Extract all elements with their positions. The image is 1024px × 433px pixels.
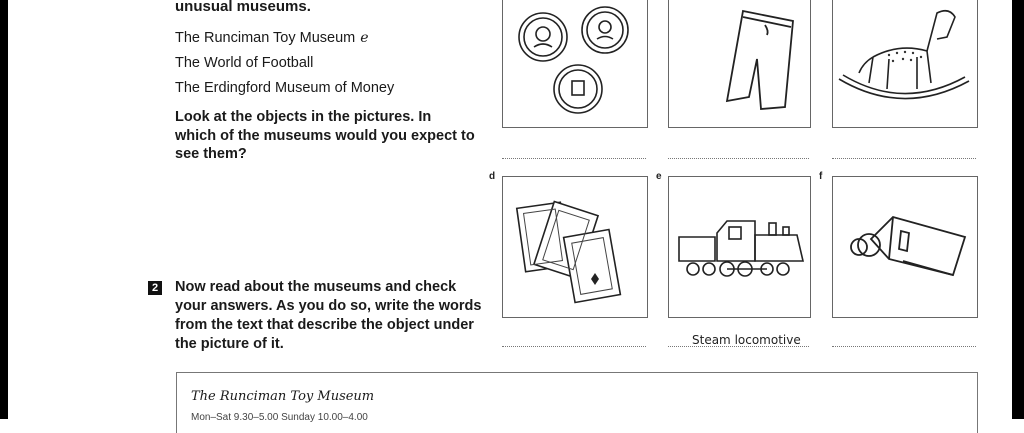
picture-frame-shorts	[668, 0, 811, 128]
screen-edge-right	[1012, 0, 1024, 419]
picture-letter-f: f	[819, 171, 823, 182]
steam-locomotive-icon	[669, 177, 810, 317]
intro-heading: unusual museums.	[175, 0, 311, 15]
picture-frame-rocking-horse	[832, 0, 978, 128]
museum-item-toy: The Runciman Toy Museum e	[175, 30, 369, 46]
shorts-icon	[669, 0, 810, 127]
museum-text-box	[176, 372, 978, 433]
picture-frame-cards	[502, 176, 648, 318]
task-number: 2	[148, 281, 162, 295]
picture-frame-whistle	[832, 176, 978, 318]
answer-line-whistle[interactable]	[832, 346, 976, 347]
coins-icon	[503, 0, 647, 127]
picture-letter-d: d	[489, 171, 496, 182]
text-box-title: The Runciman Toy Museum	[191, 389, 375, 404]
playing-cards-icon	[503, 177, 647, 317]
task-2-text: Now read about the museums and check your answers. As you do so, write the words from the text that describe the object under the picture of it.	[175, 279, 482, 352]
rocking-horse-icon	[833, 0, 977, 127]
museum-item-football: The World of Football	[175, 55, 314, 71]
museum-list	[175, 26, 394, 101]
answer-line-rocking-horse[interactable]	[832, 158, 976, 159]
picture-letter-e: e	[656, 171, 662, 182]
answer-line-cards[interactable]	[502, 346, 646, 347]
instruction-text: Look at the objects in the pictures. In which of the museums would you expect to see them?	[175, 109, 475, 162]
handwritten-mark: e	[360, 30, 369, 46]
picture-frame-coins	[502, 0, 648, 128]
whistle-icon	[833, 177, 977, 317]
text-box-subtitle: Mon–Sat 9.30–5.00 Sunday 10.00–4.00	[191, 412, 368, 423]
answer-line-shorts[interactable]	[668, 158, 809, 159]
handwritten-answer-locomotive: Steam locomotive	[692, 333, 801, 347]
screen-edge-left	[0, 0, 8, 419]
picture-frame-locomotive	[668, 176, 811, 318]
answer-line-coins[interactable]	[502, 158, 646, 159]
museum-item-money: The Erdingford Museum of Money	[175, 80, 395, 96]
